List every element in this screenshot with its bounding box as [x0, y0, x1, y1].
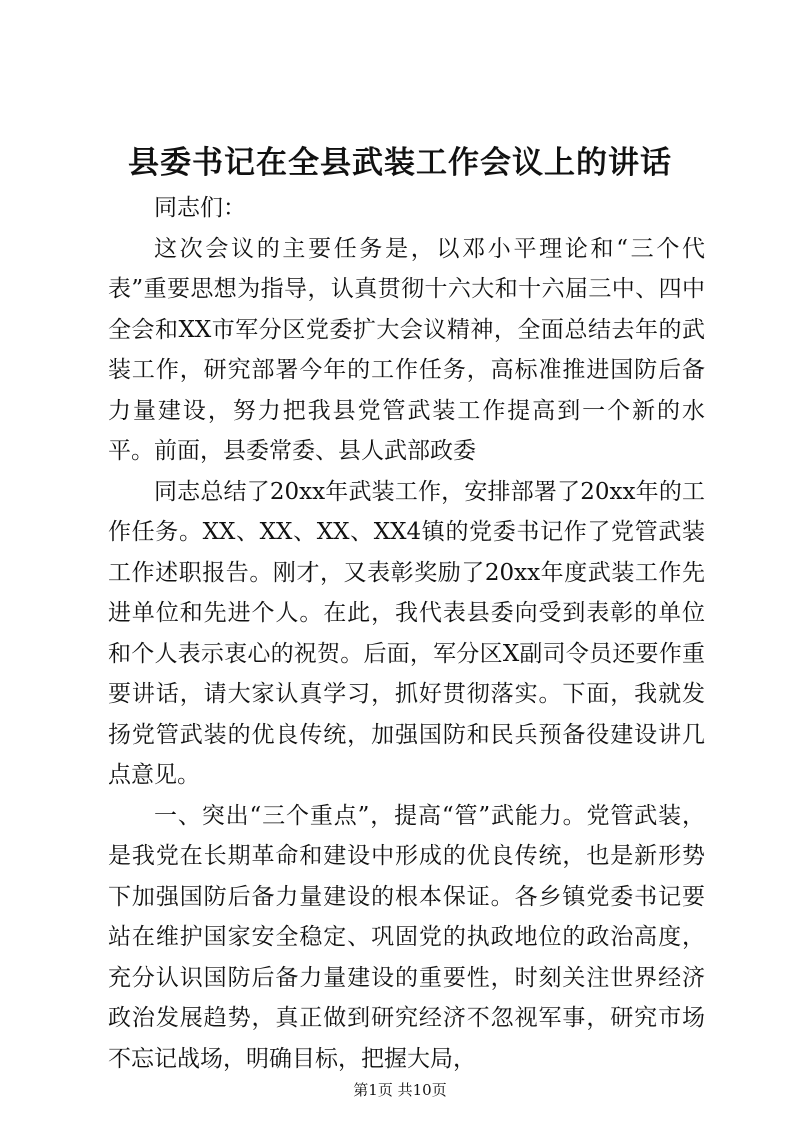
salutation-paragraph: 同志们： [154, 195, 246, 221]
document-title: 县委书记在全县武装工作会议上的讲话 [128, 145, 672, 181]
body-paragraph: 同志总结了20xx年武装工作，安排部署了20xx年的工作任务。XX、XX、XX、XX4镇的党委书记作了党管武装工作述职报告。刚才，又表彰奖励了20xx年度武装工作先进单位和先进个人。在此，我代表县委向受到表彰的单位和个人表示衷心的祝贺。后面，军分区X副司令员还要作重要讲话，请大家认真学习，抓好贯彻落实。下面，我就发扬党管武装的优良传统，加强国防和民兵预备役建设讲几点意见。 [108, 478, 705, 788]
body-paragraph: 一、突出“三个重点”，提高“管”武能力。党管武装，是我党在长期革命和建设中形成的优良传统，也是新形势下加强国防后备力量建设的根本保证。各乡镇党委书记要站在维护国家安全稳定、巩固党的执政地位的政治高度，充分认识国防后备力量建设的重要性，时刻关注世界经济政治发展趋势，真正做到研究经济不忽视军事，研究市场不忘记战场，明确目标，把握大局， [108, 802, 705, 1072]
body-paragraph: 这次会议的主要任务是，以邓小平理论和“三个代表”重要思想为指导，认真贯彻十六大和十六届三中、四中全会和XX市军分区党委扩大会议精神，全面总结去年的武装工作，研究部署今年的工作任务，高标准推进国防后备力量建设，努力把我县党管武装工作提高到一个新的水平。前面，县委常委、县人武部政委 [108, 235, 705, 464]
page-number-footer: 第1页 共10页 [353, 1081, 447, 1099]
document-body [108, 188, 705, 1079]
